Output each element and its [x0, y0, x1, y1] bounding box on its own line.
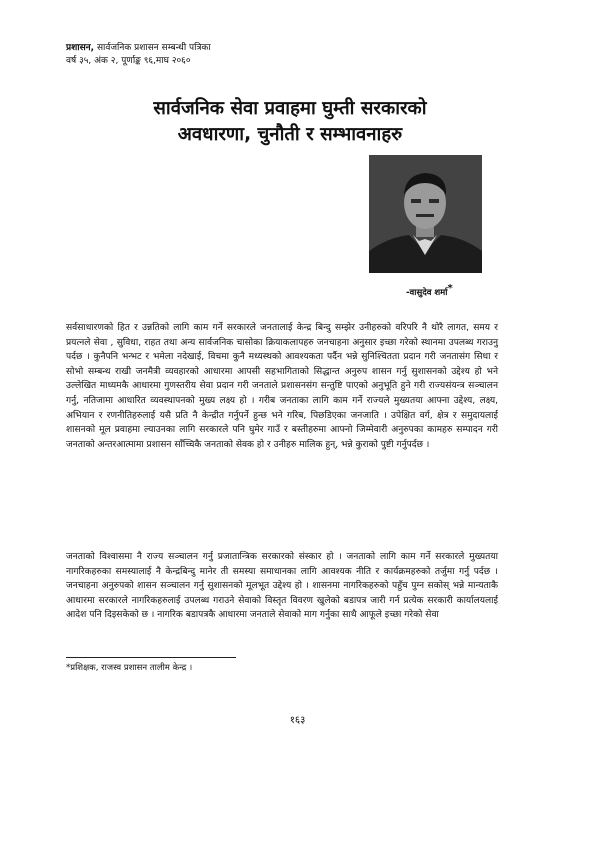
journal-issue-line: वर्ष ३५, अंक २, पूर्णाङ्क ९६,माघ २०६०: [66, 56, 191, 66]
body-paragraph-1: सर्वसाधारणको हित र उन्नतिको लागि काम गर्ने सरकारले जनतालाई केन्द्र बिन्दु सम्झेर उनीहरुको वरिपरि नै थोरै लागत, समय र प्रयत्नले सेवा , सुविधा, राहत तथा अन्य सार्वजनिक चासोका क्रियाकलापहरु जनचाहना अनुसार इच्छा गरेको स्थानमा उपलब्ध गराउनु पर्दछ । कुनैपनि भन्भट र भमेला नदेखाई, विचमा कुनै मध्यस्थको आवश्यकता पर्दैन भन्ने सुनिश्चितता प्रदान गरी जनतासंग सिधा र सोभो सम्बन्ध राखी जनमैत्री व्यवहारको आधारमा आपसी सहभागिताको सिद्धान्त अनुरुप शासन गर्नु सुशासनको उद्देश्य हो भने उल्लेखित माध्यमकै आधारमा गुणस्तरीय सेवा प्रदान गरी जनताले प्रशासनसंग सन्तुष्टि पाएको अनुभूति हुने गरी राज्यसंयन्त्र सञ्चालन गर्नु, नतिजामा आधारित व्यवस्थापनको मुख्य लक्ष्य हो । गरीब जनताका लागि काम गर्ने राज्यले मुख्यतया आफ्ना उद्देश्य, लक्ष्य, अभियान र रणनीतिहरुलाई यसै प्रति नै केन्द्रीत गर्नुपर्ने हुन्छ भने गरिब, पिछडिएका जनजाति । उपेक्षित वर्ग, क्षेत्र र समुदायलाई शासनको मूल प्रवाहमा ल्याउनका लागि सरकारले पनि घुमेर गाउँ र बस्तीहरुमा आफ्नो जिम्मेवारी अनुरुपका कामहरु सम्पादन गरी जनताको अन्तरआत्मामा प्रशासन साँच्चिकै जनताको सेवक हो र उनीहरु मालिक हुन्, भन्ने कुराको पुष्टी गर्नुपर्दछ ।: [66, 323, 498, 450]
journal-subtitle: सार्वजनिक प्रशासन सम्बन्धी पत्रिका: [94, 43, 211, 53]
article-title-line-2: अवधारणा, चुनौती र सम्भावनाहरु: [177, 124, 403, 145]
author-byline: [406, 283, 453, 298]
article-title-line-1: सार्वजनिक सेवा प्रवाहमा घुम्ती सरकारको: [153, 98, 427, 119]
journal-name: प्रशासन,: [66, 43, 95, 53]
page-number: १६३: [289, 715, 306, 726]
footnote-divider: [66, 657, 236, 658]
journal-name-line: [66, 42, 211, 55]
author-name: -वासुदेव शर्मा: [406, 287, 448, 298]
author-footnote-mark: *: [447, 283, 453, 294]
footnote: *प्रशिक्षक, राजस्व प्रशासन तालीम केन्द्र ।: [66, 663, 193, 673]
article-title: [60, 96, 520, 148]
journal-header: [66, 42, 211, 68]
author-portrait-image: [369, 155, 482, 273]
body-paragraph-2: जनताको विश्वासमा नै राज्य सञ्चालन गर्नु प्रजातान्त्रिक सरकारको संस्कार हो । जनताको लागि काम गर्ने सरकारले मुख्यतया नागरिकहरुका समस्यालाई नै केन्द्रबिन्दु मानेर ती समस्या समाधानका लागि आवश्यक नीति र कार्यक्रमहरुको तर्जुमा गर्नु पर्दछ । जनचाहना अनुरुपको शासन सञ्चालन गर्नु सुशासनको मूलभूत उद्देश्य हो । शासनमा नागरिकहरुको पहुँच पुग्न सकोस् भन्ने मान्यताकै आधारमा सरकारले नागरिकहरुलाई उपलब्ध गराउने सेवाको विस्तृत विवरण खुलेको बडापत्र जारी गर्न प्रत्येक सरकारी कार्यालयलाई आदेश पनि दिइसकेको छ । नागरिक बडापत्रकै आधारमा जनताले सेवाको माग गर्नुका साथै आफूले इच्छा गरेको सेवा: [66, 552, 498, 621]
author-photo: [369, 155, 482, 273]
